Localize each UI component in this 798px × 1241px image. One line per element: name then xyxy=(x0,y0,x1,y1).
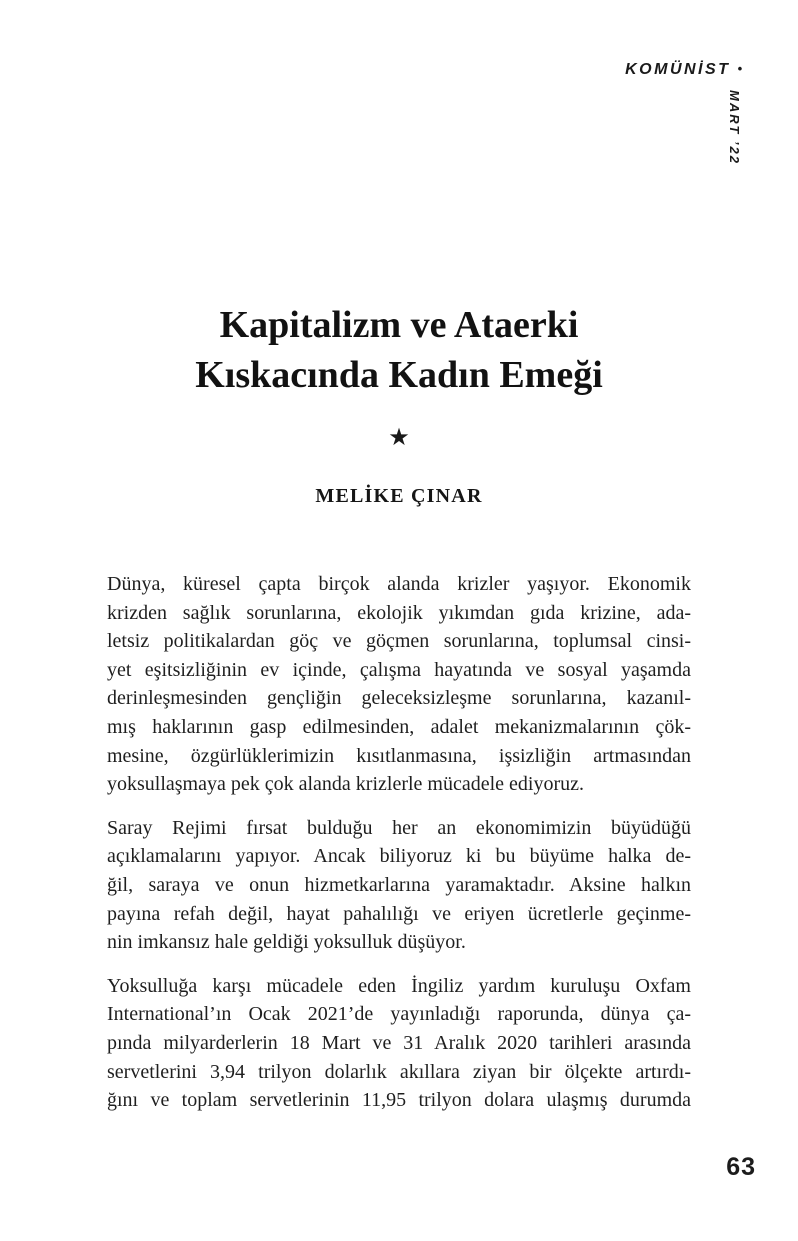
text-line: açıklamalarını yapıyor. Ancak biliyoruz ki bu büyüme halka de- xyxy=(107,845,691,868)
text-line: payına refah değil, hayat pahalılığı ve eriyen ücretlerle geçinme- xyxy=(107,902,691,925)
text-line: Yoksulluğa karşı mücadele eden İngiliz yardım kuruluşu Oxfam xyxy=(107,974,691,997)
running-header xyxy=(625,61,742,79)
article-title-line2: Kıskacında Kadın Emeği xyxy=(195,354,603,396)
text-line: mesine, özgürlüklerimizin kısıtlanmasına, işsizliğin artmasından xyxy=(107,744,691,767)
star-divider-icon: ★ xyxy=(388,425,410,451)
text-line: servetlerini 3,94 trilyon dolarlık akıllara ziyan bir ölçekte artırdı- xyxy=(107,1060,691,1083)
text-line: yet eşitsizliğinin ev içinde, çalışma hayatında ve sosyal yaşamda xyxy=(107,658,691,681)
text-line: ğil, saraya ve onun hizmetkarlarına yaramaktadır. Aksine halkın xyxy=(107,873,691,896)
text-line: Saray Rejimi fırsat bulduğu her an ekonomimizin büyüdüğü xyxy=(107,816,691,839)
text-line: letsiz politikalardan göç ve göçmen sorunlarına, toplumsal cinsi- xyxy=(107,630,691,653)
text-line: derinleşmesinden gençliğin geleceksizleşme sorunlarına, kazanıl- xyxy=(107,687,691,710)
text-line: nin imkansız hale geldiği yoksulluk düşüyor. xyxy=(107,931,466,954)
text-line: pında milyarderlerin 18 Mart ve 31 Aralık 2020 tarihleri arasında xyxy=(107,1031,691,1054)
paragraph xyxy=(107,570,691,799)
article-title-line1: Kapitalizm ve Ataerki xyxy=(219,304,579,346)
text-line: krizden sağlık sorunlarına, ekolojik yıkımdan gıda krizine, ada- xyxy=(107,601,691,624)
text-line: Dünya, küresel çapta birçok alanda krizler yaşıyor. Ekonomik xyxy=(107,573,691,595)
paragraph xyxy=(107,972,691,1115)
header-bullet-icon: • xyxy=(737,61,742,76)
text-line: mış haklarının gasp edilmesinden, adalet mekanizmalarının çök- xyxy=(107,715,691,738)
article-title xyxy=(107,300,691,400)
article-paragraphs xyxy=(107,570,691,1130)
text-line: International’ın Ocak 2021’de yayınladığı raporunda, dünya ça- xyxy=(107,1003,691,1026)
text-line: yoksullaşmaya pek çok alanda krizlerle mücadele ediyoruz. xyxy=(107,773,585,796)
magazine-title: KOMÜNİST xyxy=(625,61,731,78)
page-number: 63 xyxy=(726,1153,756,1181)
paragraph xyxy=(107,814,691,957)
article-author: MELİKE ÇINAR xyxy=(315,485,483,507)
text-line: ğını ve toplam servetlerinin 11,95 trilyon dolara ulaşmış durumda xyxy=(107,1089,691,1112)
issue-date: MART ’22 xyxy=(727,90,742,165)
